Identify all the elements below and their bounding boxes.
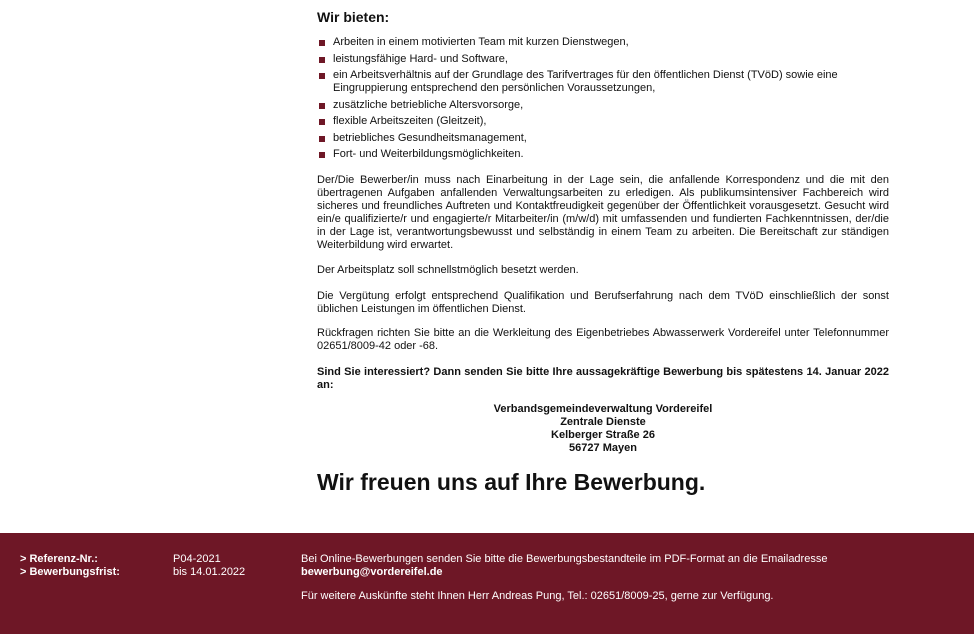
list-item	[317, 115, 889, 128]
closing-headline: Wir freuen uns auf Ihre Bewerbung.	[317, 469, 706, 495]
square-bullet-icon	[319, 103, 325, 109]
list-item	[317, 148, 889, 161]
contact-paragraph: Rückfragen richten Sie bitte an die Werkleitung des Eigenbetriebes Abwasserwerk Vordereifel unter Telefonnummer 02651/8009-42 oder -68.	[317, 327, 889, 352]
list-item	[317, 53, 889, 66]
footer-online-info	[301, 553, 827, 579]
list-item-text: betriebliches Gesundheitsmanagement,	[333, 131, 527, 144]
list-item-text: zusätzliche betriebliche Altersvorsorge,	[333, 98, 524, 111]
salary-paragraph: Die Vergütung erfolgt entsprechend Qualifikation und Berufserfahrung nach dem TVöD einschließlich der sonst üblichen Leistungen im öffentlichen Dienst.	[317, 290, 889, 315]
address-city: 56727 Mayen	[569, 442, 637, 454]
list-item-text: leistungsfähige Hard- und Software,	[333, 52, 508, 65]
address-organization: Verbandsgemeindeverwaltung Vordereifel	[493, 403, 713, 415]
list-item	[317, 36, 889, 49]
footer-bar	[0, 533, 974, 634]
list-item-text: flexible Arbeitszeiten (Gleitzeit),	[333, 115, 487, 127]
list-item	[317, 69, 889, 95]
address-department: Zentrale Dienste	[560, 416, 646, 428]
list-item-text: ein Arbeitsverhältnis auf der Grundlage des Tarifvertrages für den öffentlichen Dienst (TVöD) sowie eine Eingruppierung entsprechend den persönlichen Voraussetzungen,	[333, 69, 838, 94]
list-item-text: Arbeiten in einem motivierten Team mit kurzen Dienstwegen,	[333, 36, 629, 48]
deadline-value: bis 14.01.2022	[173, 566, 246, 578]
online-application-text: Bei Online-Bewerbungen senden Sie bitte die Bewerbungsbestandteile im PDF-Format an die Emailadresse	[301, 553, 828, 565]
square-bullet-icon	[319, 136, 325, 142]
benefits-list	[317, 36, 889, 165]
requirements-paragraph: Der/Die Bewerber/in muss nach Einarbeitung in der Lage sein, die anfallende Korrespondenz und die mit den übertragenen Aufgaben anfallenden Verwaltungsarbeiten zu erledigen. Als publikumsintensiver Fachbereich wird sicheres und freundliches Auftreten und Kontaktfreudigkeit gegenüber der Öffentlichkeit vorausgesetzt. Gesucht wird ein/e qualifizierte/r und engagierte/r Mitarbeiter/in (m/w/d) mit umfassenden und fundierten Fachkenntnissen, der/die in der Lage ist, verantwortungsbewusst und selbständig in einem Team zu arbeiten. Die Bereitschaft zur ständigen Weiterbildung wird erwartet.	[317, 174, 889, 251]
email-link[interactable]: bewerbung@vordereifel.de	[301, 566, 443, 578]
reference-label: > Referenz-Nr.:	[20, 553, 98, 565]
reference-value: P04-2021	[173, 553, 221, 565]
section-heading: Wir bieten:	[317, 9, 390, 25]
postal-address	[317, 403, 889, 455]
square-bullet-icon	[319, 119, 325, 125]
deadline-label: > Bewerbungsfrist:	[20, 566, 120, 578]
square-bullet-icon	[319, 152, 325, 158]
further-info-text: Für weitere Auskünfte steht Ihnen Herr Andreas Pung, Tel.: 02651/8009-25, gerne zur Verfügung.	[301, 590, 774, 602]
address-street: Kelberger Straße 26	[551, 429, 655, 441]
square-bullet-icon	[319, 40, 325, 46]
list-item	[317, 132, 889, 145]
list-item-text: Fort- und Weiterbildungsmöglichkeiten.	[333, 148, 524, 160]
start-date-paragraph: Der Arbeitsplatz soll schnellstmöglich besetzt werden.	[317, 264, 579, 276]
call-to-action-paragraph: Sind Sie interessiert? Dann senden Sie bitte Ihre aussagekräftige Bewerbung bis spätestens 14. Januar 2022 an:	[317, 366, 889, 391]
footer-values	[173, 553, 245, 579]
footer-labels	[20, 553, 120, 579]
list-item	[317, 99, 889, 112]
square-bullet-icon	[319, 73, 325, 79]
square-bullet-icon	[319, 57, 325, 63]
